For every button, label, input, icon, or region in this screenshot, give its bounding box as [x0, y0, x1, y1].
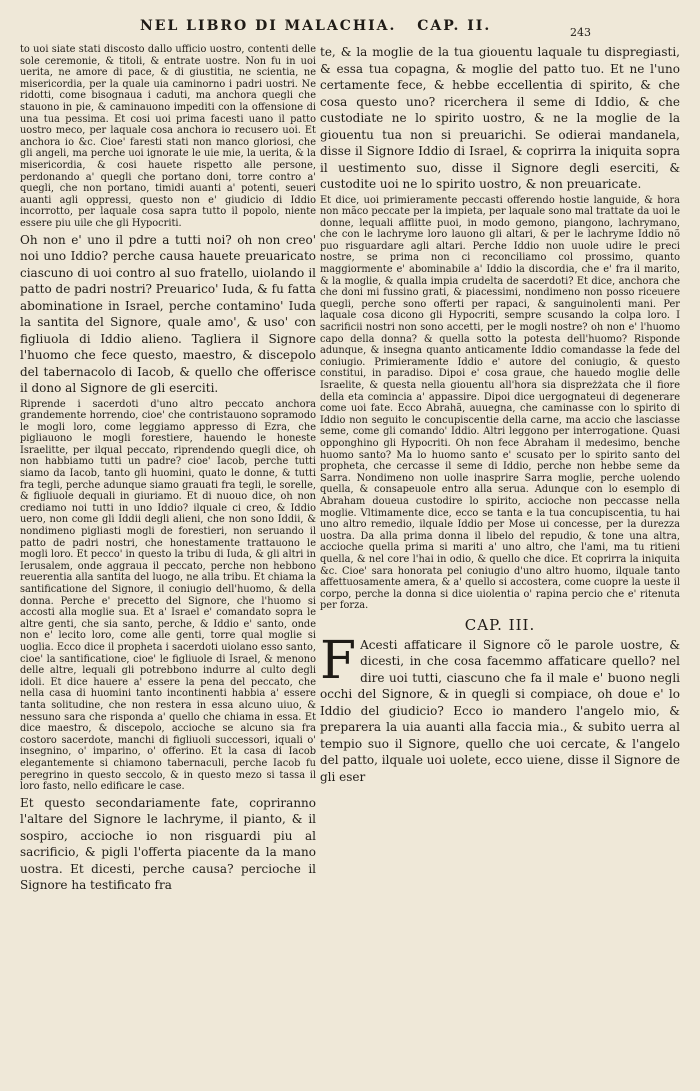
- running-head: [140, 18, 491, 34]
- running-title: NEL LIBRO DI MALACHIA.: [140, 18, 397, 34]
- chapter-heading: CAP. III.: [464, 615, 536, 634]
- chapter-opening-text: Acesti affaticare il Signore cõ le parole uostre, & dicesti, in che cosa facemmo affaticare quello? nel dire uoi tutti, ciascuno che fa il male e' buono negli occhi del Signore, & in quegli si compiace, oh doue e' lo Iddio del giudicio? Ecco io mandero l'angelo mio, & preparera la uia auanti alla faccia mia., & subito uerra al tempio suo il Signore, quello che uoi cercate, & l'angelo del patto, ilquale uoi uolete, ecco uiene, disse il Signore de gli eser: [320, 637, 680, 784]
- drop-cap: F: [320, 630, 357, 691]
- chapter-reference: CAP. II.: [417, 18, 492, 34]
- commentary-paragraph: Et dice, uoi primieramente peccasti offerendo hostie languide, & hora non mãco peccate per la impieta, per laquale sono mal trattate da uoi le donne, lequali afflitte puoi, in modo gemono, piangono, lachrymano, che con le lachryme loro lauono gli altari, & per le lachryme Iddio nõ puo risguardare agli altari. Perche Iddio non uuole udire le preci nostre, se prima non ci reconciliamo col prossimo, quanto maggiormente e' abominabile a' Iddio la discordia, che e' fra il marito, & la moglie, & qualla impia crudelta de sacerdoti? Et dice, anchora che che doni mi fussino grati, & piacessimi, nondimeno non posso riceuere quegli, perche sono offerti per rapaci, & sanguinolenti mani. Per laquale cosa dicono gli Hypocriti, sempre scusando la colpa loro. I sacrificii nostri non sono accetti, per le mogli nostre? oh non e' l'huomo capo della donna? & quella sotto la potesta dell'huomo? Risponde adunque, & insegna quanto anticamente Iddio comandasse la fede del coniugio. Primieramente Iddio e' autore del coniugio, & questo constitui, in paradiso. Dipoi e' cosa graue, che hauedo moglie delle Israelite, & questa nella giouentu all'hora sia dispreżżata che il fiore della eta comincia a' appassire. Dipoi dice uergognateui di degenerare come uoi fate. Ecco Abrahã, auuegna, che caminasse con lo spirito di Iddio non seguito le concupiscentie della carne, ma accio che lasciasse seme, come gli comando' Iddio. Altri leggono per interrogatione. Quasi opponghino gli Hypocriti. Oh non fece Abraham il medesimo, benche huomo santo? Ma lo huomo santo e' scusato per lo spirito santo del propheta, che cercasse il seme di Iddio, perche non hebbe seme da Sarra. Nondimeno non uolle inasprire Sarra moglie, perche uolendo quella, & consapeuole entro alla serua. Adunque con lo esemplo di Abraham doueua custodire lo spirito, accioche non peccasse nella moglie. Vltimamente dice, ecco se tanta e la tua concupiscentia, tu hai uno altro remedio, ilquale Iddio per Mose ui concesse, per la durezza uostra. Da alla prima donna il libelo del repudio, & tone una altra, accioche quella prima si mariti a' uno altro, che l'ami, ma tu ritieni quella, & nel core l'hai in odio, & quello che dice. Et coprirra la iniquita &c. Cioe' sara honorata pel coniugio d'uno altro huomo, ilquale tanto affettuosamente amera, & a' quello si accostera, come cuopre la ueste il corpo, perche la donna si dice uiolentia o' rapina percio che e' ritenuta per forza.: [320, 194, 680, 612]
- scripture-paragraph: te, & la moglie de la tua giouentu laquale tu dispregiasti, & essa tua copagna, & moglie del patto tuo. Et ne l'uno certamente fece, & hebbe eccellentia di spirito, & che cosa questo uno? ricerchera il seme di Iddio, & che custodiate ne lo spirito uostro, & ne la moglie de la giouentu tua non si preuarichi. Se odierai mandanela, disse il Signore Iddio di Israel, & coprirra la iniquita sopra il uestimento suo, disse il Signore degli eserciti, & custodite uoi ne lo spirito uostro, & non preuaricate.: [320, 45, 680, 191]
- scripture-paragraph: Oh non e' uno il pdre a tutti noi? oh non creo' noi uno Iddio? perche causa hauete preuaricato ciascuno di uoi contro al suo fratello, uiolando il patto de padri nostri? Preuarico' Iuda, & fu fatta abominatione in Israel, perche contamino' Iuda la santita del Signore, quale amo', & uso' con figliuola di Iddio alieno. Tagliera il Signore l'huomo che fece questo, maestro, & discepolo del tabernacolo di Iacob, & quello che offerisce il dono al Signore de gli eserciti.: [20, 232, 316, 395]
- right-column: [320, 44, 680, 787]
- left-column: [20, 44, 316, 896]
- scripture-paragraph: Et questo secondariamente fate, copriranno l'altare del Signore le lachryme, il pianto, & il sospiro, accioche io non risguardi piu al sacrificio, & pigli l'offerta piacente da la mano uostra. Et dicesti, perche causa? percioche il Signore ha testificato fra: [20, 795, 316, 893]
- commentary-paragraph: Riprende i sacerdoti d'uno altro peccato anchora grandemente horrendo, cioe' che contristauono sopramodo le mogli loro, come leggiamo appresso di Ezra, che pigliauono le mogli forestiere, hauendo le honeste Israelitte, per ilqual peccato, riprendendo quegli dice, oh non habbiamo tutti un padre? cioe' Iacob, perche tutti siamo da Iacob, tanto gli huomini, quato le donne, & tutti fra tegli, perche adunque siamo grauati fra tegli, le sorelle, & figliuole dequali in giuriamo. Et di nuouo dice, oh non crediamo noi tutti in uno Iddio? ilquale ci creo, & Iddio uero, non come gli Iddii degli alieni, che non sono Iddii, & nondimeno pigliasti mogli de forestieri, non seruando il patto de padri nostri, che honestamente trattauono le mogli loro. Et pecco' in questo la tribu di Iuda, & gli altri in Ierusalem, onde aggraua il peccato, perche non hebbono reuerentia alla santita del luogo, ne alla tribu. Et chiama la santificatione del Signore, il coniugio dell'huomo, & della donna. Perche e' precetto del Signore, che l'huomo si accosti alla moglie sua. Et a' Israel e' comandato sopra le altre genti, che sia santo, perche, & Iddio e' santo, onde non e' lecito loro, come alle genti, torre qual moglie si uoglia. Ecco dice il propheta i sacerdoti uiolano esso santo, cioe' la santificatione, cioe' le figliuole di Israel, & menono delle altre, lequali gli potrebbono indurre al culto degli idoli. Et dice hauere a' essere la pena del peccato, che nella casa di huomini tanto incontinenti habbia a' essere tanta solitudine, che non restera in essa alcuno uiuo, & nessuno sara che risponda a' quello che chiama in essa. Et dice maestro, & discepolo, accioche se alcuno sia fra costoro sacerdote, manchi di figliuoli successori, iquali o' insegnino, o' imparino, o' offerino. Et la casa di Iacob elegantemente si chiamono tabernaculi, perche Iacob fu peregrino in questo seccolo, & in questo mezo si tassa il loro fasto, nello edificare le case.: [20, 398, 316, 793]
- page-number: 243: [570, 26, 591, 39]
- commentary-paragraph: to uoi siate stati discosto dallo ufficio uostro, contenti delle sole ceremonie, & titoli, & entrate uostre. Non fu in uoi uerita, ne amore di pace, & di giustitia, ne scientia, ne misericordia, per la quale uia caminorno i padri uostri. Ne ridotti, come bisognaua i caduti, ma anchora quegli che stauono in pie, & caminauono impediti con la offensione di una tua pessima. Et cosi uoi prima facesti uano il patto uostro meco, per laquale cosa anchora io recusero uoi. Et anchora io &c. Cioe' faresti stati non manco gloriosi, che gli angeli, ma perche uoi ignorate le uie mie, la uerita, & la misericordia, & cosi hauete rispetto alle persone, perdonando a' quegli che portano doni, torre contro a' quegli, che non portano, timidi auanti a' potenti, seueri auanti agli oppressi, questo non e' giudicio di Iddio incorrotto, per laquale cosa sapra tutto il popolo, niente essere piu uile che gli Hypocriti.: [20, 44, 316, 229]
- scripture-paragraph: [320, 630, 680, 786]
